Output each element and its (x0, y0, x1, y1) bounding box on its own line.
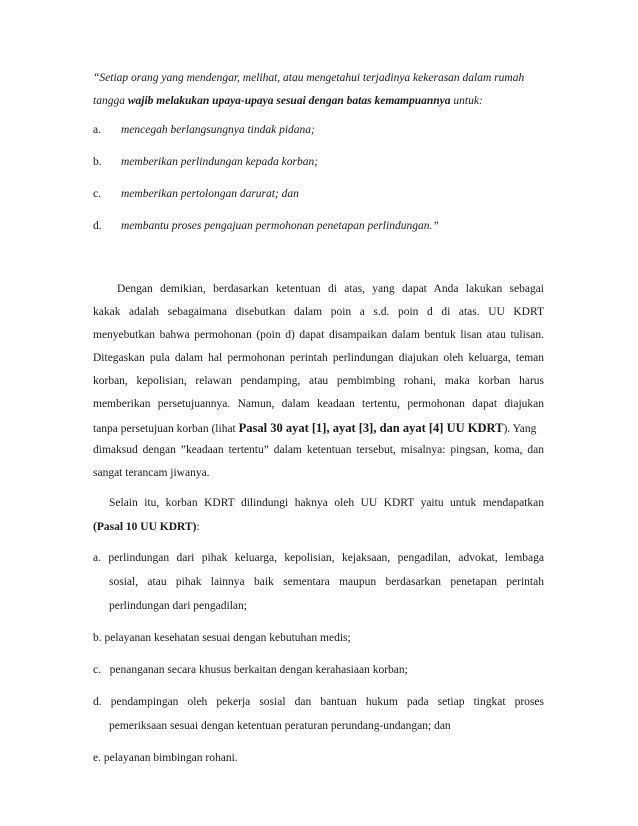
quote-item-text: memberikan pertolongan darurat; dan (121, 188, 299, 200)
para1-line-8: dimaksud dengan ”keadaan tertentu” dalam ketentuan tersebut, misalnya: pingsan, koma, dan (93, 444, 544, 456)
quote-item-label: d. (93, 220, 102, 232)
list-e: e. pelayanan bimbingan rohani. (93, 752, 238, 764)
para1-line-6: memberikan persetujuannya. Namun, dalam keadaan tertentu, permohonan dapat diajukan (93, 398, 544, 410)
quote-item-text: mencegah berlangsungnya tindak pidana; (121, 124, 315, 136)
legal-reference: Pasal 30 ayat [1], ayat [3], dan ayat [4] UU KDRT (238, 421, 504, 435)
para1-line-7 (93, 421, 536, 436)
list-a-line-1: a. perlindungan dari pihak keluarga, kepolisian, kejaksaan, pengadilan, advokat, lembaga (93, 552, 544, 564)
para1-line-3: menyebutkan bahwa permohonan (poin d) dapat disampaikan dalam bentuk lisan atau tulisan. (93, 329, 544, 341)
quote-line-2-bold: wajib melakukan upaya-upaya sesuai dengan batas kemampuannya (127, 95, 451, 107)
quote-item-text: memberikan perlindungan kepada korban; (121, 156, 319, 168)
list-c: c. penanganan secara khusus berkaitan dengan kerahasiaan korban; (93, 664, 408, 676)
list-d-line-1: d. pendampingan oleh pekerja sosial dan bantuan hukum pada setiap tingkat proses (93, 696, 544, 708)
para1-line-5: korban, kepolisian, relawan pendamping, atau pembimbing rohani, maka korban harus (93, 375, 544, 387)
para2-line-2-post: : (196, 521, 200, 533)
quote-item-label: c. (93, 188, 101, 200)
para1-line-7-post: ). Yang (503, 423, 537, 435)
legal-reference: (Pasal 10 UU KDRT) (93, 521, 197, 533)
list-d-line-2: pemeriksaan sesuai dengan ketentuan peraturan perundang-undangan; dan (109, 720, 451, 732)
quote-line-2-post: untuk: (450, 95, 483, 107)
para1-line-4: Ditegaskan pula dalam hal permohonan perintah perlindungan diajukan oleh keluarga, teman (93, 352, 544, 364)
quote-item-label: b. (93, 156, 102, 168)
list-b: b. pelayanan kesehatan sesuai dengan kebutuhan medis; (93, 632, 351, 644)
para1-line-7-pre: tanpa persetujuan korban (lihat (93, 423, 239, 435)
para1-line-1: Dengan demikian, berdasarkan ketentuan di atas, yang dapat Anda lakukan sebagai (117, 283, 544, 295)
quote-item-label: a. (93, 124, 101, 136)
quote-line-1: “Setiap orang yang mendengar, melihat, atau mengetahui terjadinya kekerasan dalam rumah (93, 72, 525, 84)
quote-line-2-pre: tangga (93, 95, 128, 107)
para1-line-9: sangat terancam jiwanya. (93, 467, 210, 479)
quote-item-text: membantu proses pengajuan permohonan penetapan perlindungan.” (121, 220, 439, 232)
para1-line-2: kakak adalah sebagaimana disebutkan dalam poin a s.d. poin d di atas. UU KDRT (93, 306, 544, 318)
list-a-line-3: perlindungan dari pengadilan; (109, 600, 247, 612)
para2-line-1: Selain itu, korban KDRT dilindungi haknya oleh UU KDRT yaitu untuk mendapatkan (109, 497, 544, 509)
quote-line-2 (93, 95, 483, 107)
para2-line-2 (93, 521, 200, 533)
list-a-line-2: sosial, atau pihak lainnya baik sementara maupun berdasarkan penetapan perintah (109, 576, 544, 588)
